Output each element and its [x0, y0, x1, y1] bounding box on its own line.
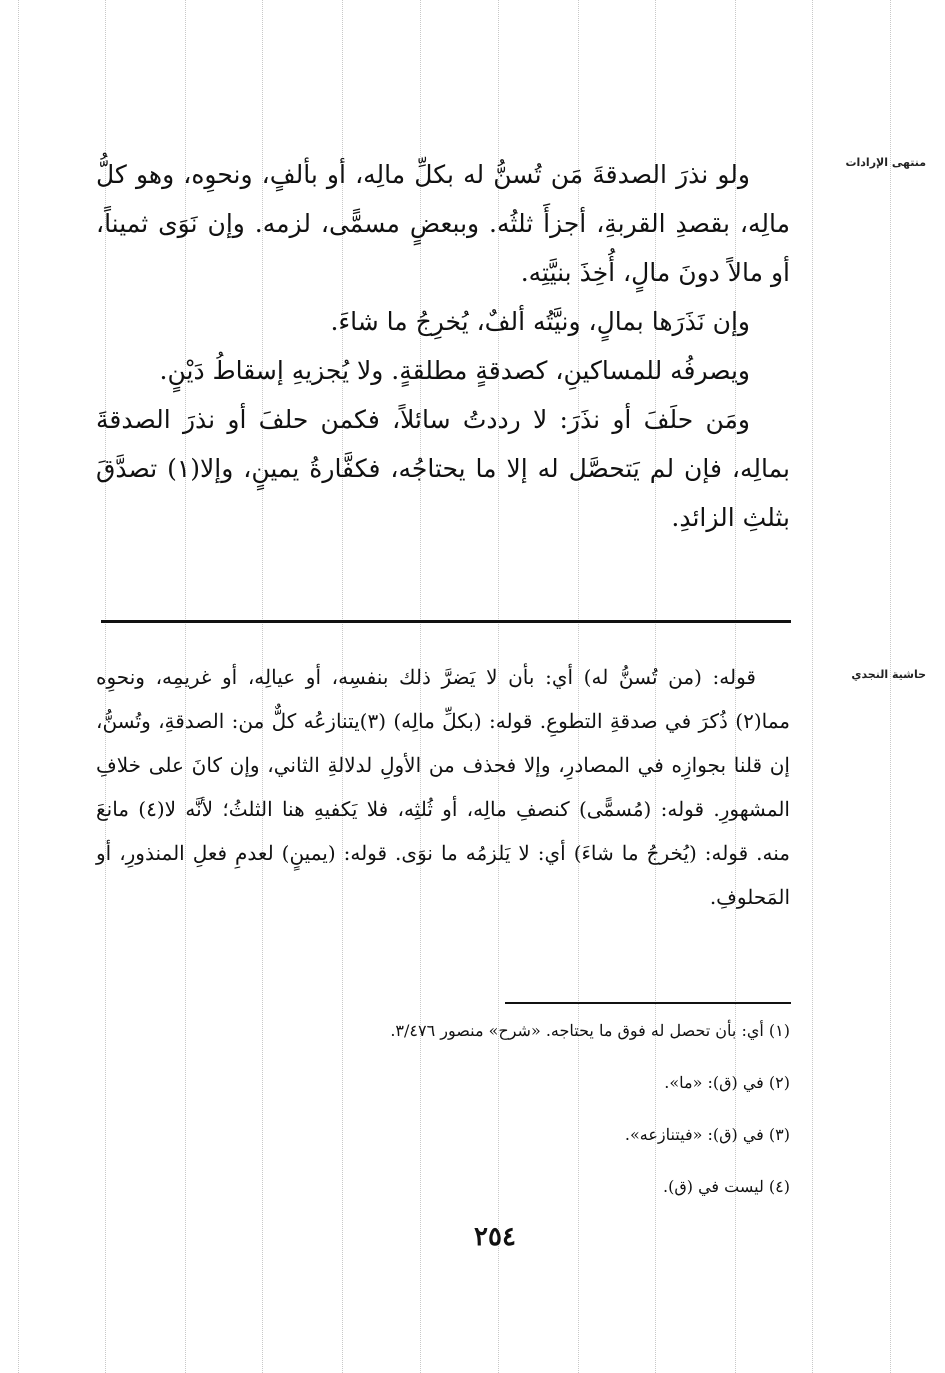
footnote: (٢) في (ق): «ما». — [664, 1073, 790, 1092]
page-guide-line — [18, 0, 19, 1373]
commentary-block — [96, 655, 790, 919]
main-text-block — [96, 150, 790, 542]
page-guide-line — [890, 0, 891, 1373]
main-paragraph: ومَن حلَفَ أو نذَرَ: لا رددتُ سائلاً، فكمن حلفَ أو نذرَ الصدقةَ بمالِه، فإن لم يَتحصَّل له إلا ما يحتاجُه، فكفَّارةُ يمينٍ، وإلا(١) تصدَّقَ بثلثِ الزائدِ. — [96, 405, 790, 532]
page-guide-line — [812, 0, 813, 1373]
footnote-rule — [505, 1002, 791, 1004]
section-separator — [101, 620, 791, 623]
commentary-source-label: حاشية النجدي — [851, 668, 926, 681]
main-paragraph: ولو نذرَ الصدقةَ مَن تُسنُّ له بكلِّ مالِه، أو بألفٍ، ونحوِه، وهو كلُّ مالِه، بقصدِ القربةِ، أجزأَ ثلثُه. وببعضٍ مسمًّى، لزمه. وإن نَوَى ثميناً، أو مالاً دونَ مالٍ، أُخِذَ بنيَّتِه. — [96, 160, 790, 287]
main-paragraph: ويصرفُه للمساكينِ، كصدقةٍ مطلقةٍ. ولا يُجزيهِ إسقاطُ دَيْنٍ. — [159, 356, 750, 385]
footnote: (٣) في (ق): «فيتنازعه». — [624, 1125, 790, 1144]
main-paragraph: وإن نَذَرَها بمالٍ، ونيَّتُه ألفٌ، يُخرِجُ ما شاءَ. — [330, 307, 750, 336]
footnote: (١) أي: بأن تحصل له فوق ما يحتاجه. «شرح» منصور ٣/٤٧٦. — [390, 1021, 790, 1040]
footnotes-list — [96, 1018, 790, 1226]
footnote: (٤) ليست في (ق). — [663, 1177, 790, 1196]
matn-source-label: منتهى الإرادات — [845, 156, 926, 169]
page-number: ٢٥٤ — [474, 1222, 516, 1252]
commentary-paragraph: قوله: (من تُسنُّ له) أي: بأن لا يَضرَّ ذلك بنفسِه، أو عيالِه، أو غريمِه، ونحوِه مما(٢) ذُكرَ في صدقةِ التطوعِ. قوله: (بكلِّ مالِه) (٣)يتنازعُه كلٌّ من: الصدقةِ، وتُسنُّ، إن قلنا بجوازِه في المصادرِ، وإلا فحذف من الأولِ لدلالةِ الثاني، وإن كانَ على خلافِ المشهورِ. قوله: (مُسمًّى) كنصفِ مالِه، أو ثُلثِه، فلا يَكفيهِ هنا الثلثُ؛ لأنَّه لا(٤) مانعَ منه. قوله: (يُخرجُ ما شاءَ) أي: لا يَلزمُه ما نوَى. قوله: (يمينٍ) لعدمِ فعلِ المنذورِ، أو المَحلوفِ. — [96, 665, 790, 909]
